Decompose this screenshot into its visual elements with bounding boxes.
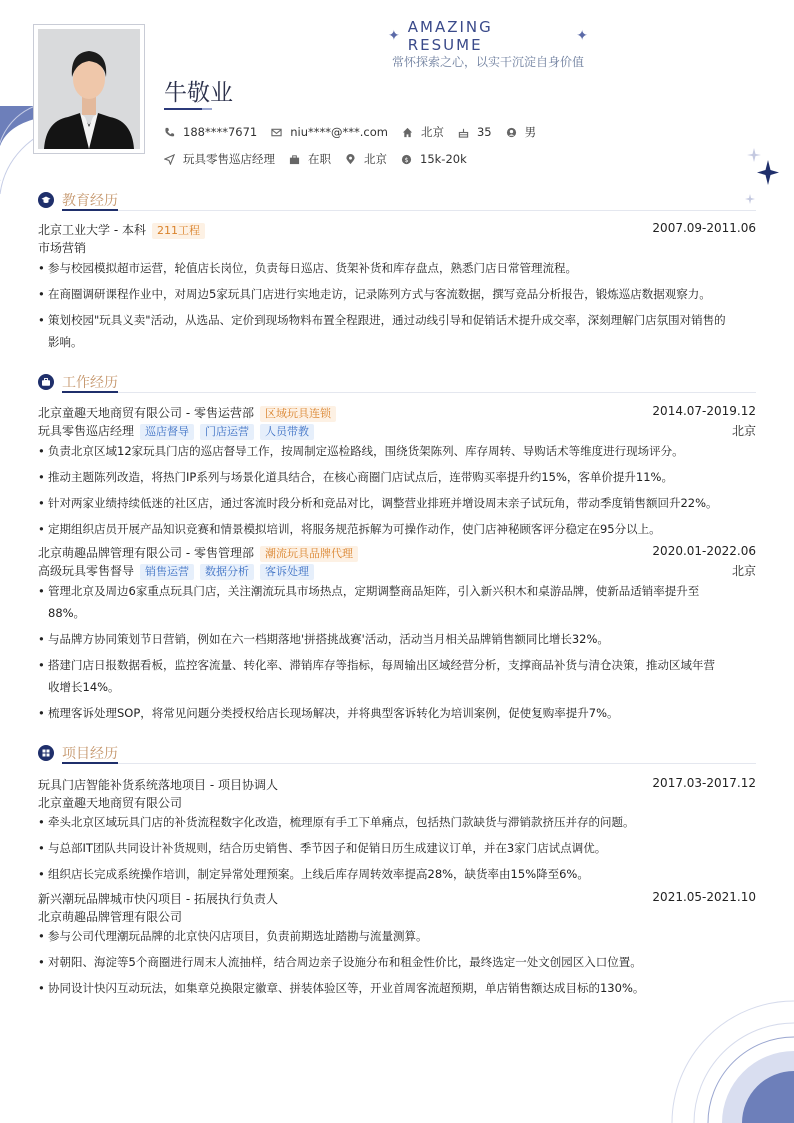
project-org: 北京童趣天地商贸有限公司 bbox=[38, 796, 183, 810]
work-company-tag: 区域玩具连锁 bbox=[260, 406, 336, 422]
work-city: 北京 bbox=[731, 424, 756, 438]
project-date: 2017.03-2017.12 bbox=[652, 776, 756, 790]
gender-value: 男 bbox=[524, 125, 537, 139]
work-role-line bbox=[38, 562, 756, 580]
work-date: 2014.07-2019.12 bbox=[652, 404, 756, 418]
grid-icon bbox=[38, 745, 54, 761]
skill-tag: 人员带教 bbox=[260, 424, 314, 440]
work-city: 北京 bbox=[731, 564, 756, 578]
projects-section-header bbox=[38, 741, 756, 765]
work-bullet: • 负责北京区域12家玩具门店的巡店督导工作，按周制定巡检路线，围绕货架陈列、库存周转、导购话术等维度进行现场评分。 bbox=[38, 440, 756, 462]
brand-title: AMAZING RESUME bbox=[407, 18, 493, 54]
education-bullet: • 策划校园"玩具义卖"活动，从选品、定价到现场物料布置全程跟进，通过动线引导和促销话术提升成交率，深刻理解门店氛围对销售的 bbox=[38, 309, 756, 331]
resume-motto: 常怀探索之心，以实干沉淀自身价值 bbox=[391, 55, 584, 69]
phone-item bbox=[164, 125, 257, 139]
city-item bbox=[402, 124, 444, 140]
section-rule bbox=[62, 210, 756, 211]
phone-value: 188****7671 bbox=[183, 125, 258, 139]
job-intent-row bbox=[164, 151, 481, 167]
salary-value: 15k-20k bbox=[420, 152, 467, 166]
email-value: niu****@***.com bbox=[290, 125, 388, 139]
skill-tag: 销售运营 bbox=[140, 564, 194, 580]
education-section-title: 教育经历 bbox=[62, 193, 118, 209]
target-role-item bbox=[164, 151, 275, 167]
education-section-header bbox=[38, 188, 756, 212]
project-org: 北京萌趣品牌管理有限公司 bbox=[38, 910, 183, 924]
svg-text:$: $ bbox=[404, 155, 409, 164]
project-title-line bbox=[38, 890, 756, 907]
work-section-title: 工作经历 bbox=[62, 375, 118, 391]
work-bullet: • 定期组织店员开展产品知识竞赛和情景模拟培训，将服务规范拆解为可操作动作，使门店神秘顾客评分稳定在95分以上。 bbox=[38, 518, 756, 540]
contact-info-row bbox=[164, 124, 550, 140]
work-bullet: • 梳理客诉处理SOP，将常见问题分类授权给店长现场解决，并将典型客诉转化为培训案例，促使复购率提升7%。 bbox=[38, 702, 756, 724]
target-city-item bbox=[345, 151, 387, 167]
section-rule-accent bbox=[62, 209, 118, 211]
briefcase-icon bbox=[38, 374, 54, 390]
project-title-line bbox=[38, 776, 756, 793]
work-bullet: • 与品牌方协同策划节日营销，例如在六一档期落地'拼搭挑战赛'活动，活动当月相关品牌销售额同比增长32%。 bbox=[38, 628, 756, 650]
section-rule bbox=[62, 392, 756, 393]
project-title: 新兴潮玩品牌城市快闪项目 - 拓展执行负责人 bbox=[38, 892, 278, 906]
salary-item bbox=[401, 152, 467, 166]
brand-star-icon: ✦ bbox=[576, 28, 588, 44]
status-item bbox=[289, 151, 331, 167]
work-company: 北京萌趣品牌管理有限公司 - 零售管理部 bbox=[38, 546, 254, 560]
work-bullet-continuation: 88%。 bbox=[48, 606, 86, 620]
email-item bbox=[271, 125, 388, 139]
work-bullet: • 针对两家业绩持续低迷的社区店，通过客流时段分析和竞品对比，调整营业排班并增设周末亲子试玩角，带动季度销售额回升22%。 bbox=[38, 492, 756, 514]
age-item bbox=[458, 125, 492, 139]
work-role-line bbox=[38, 422, 756, 440]
project-bullet: • 参与公司代理潮玩品牌的北京快闪店项目，负责前期选址踏勘与流量测算。 bbox=[38, 925, 756, 947]
work-bullet: • 搭建门店日报数据看板，监控客流量、转化率、滞销库存等指标，每周输出区域经营分析，支撑商品补货与清仓决策，推动区域年营 bbox=[38, 654, 756, 676]
project-bullet: • 组织店长完成系统操作培训，制定异常处理预案。上线后库存周转效率提高28%，缺货率由15%降至6%。 bbox=[38, 863, 756, 885]
work-bullet-continuation: 收增长14%。 bbox=[48, 680, 120, 694]
decorative-arcs-bottom-right bbox=[654, 993, 794, 1123]
work-date: 2020.01-2022.06 bbox=[652, 544, 756, 558]
education-bullet-continuation: 影响。 bbox=[48, 335, 83, 349]
name-underline bbox=[164, 108, 202, 110]
work-company: 北京童趣天地商贸有限公司 - 零售运营部 bbox=[38, 406, 254, 420]
profile-photo bbox=[38, 29, 140, 149]
age-value: 35 bbox=[476, 125, 492, 139]
school-tag: 211工程 bbox=[152, 223, 205, 239]
name-underline-accent bbox=[202, 108, 212, 110]
send-icon bbox=[164, 154, 175, 165]
work-section-header bbox=[38, 370, 756, 394]
phone-icon bbox=[164, 127, 175, 138]
work-company-line bbox=[38, 404, 756, 422]
location-pin-icon bbox=[345, 154, 356, 165]
resume-brand bbox=[388, 18, 588, 54]
school-name: 北京工业大学 - 本科 bbox=[38, 223, 146, 237]
education-school-line bbox=[38, 221, 756, 239]
user-icon bbox=[506, 127, 517, 138]
gender-item bbox=[506, 124, 537, 140]
skill-tag: 巡店督导 bbox=[140, 424, 194, 440]
target-role-value: 玩具零售巡店经理 bbox=[183, 152, 275, 166]
project-bullet: • 协同设计快闪互动玩法，如集章兑换限定徽章、拼装体验区等，开业首周客流超预期，单店销售额达成目标的130%。 bbox=[38, 977, 756, 999]
skill-tag: 客诉处理 bbox=[260, 564, 314, 580]
section-rule-accent bbox=[62, 762, 118, 764]
work-bullet: • 管理北京及周边6家重点玩具门店，关注潮流玩具市场热点，定期调整商品矩阵，引入新兴积木和桌游品牌，使新品适销率提升至 bbox=[38, 580, 756, 602]
target-city-value: 北京 bbox=[364, 152, 387, 166]
briefcase-icon bbox=[289, 154, 300, 165]
money-icon bbox=[401, 154, 412, 165]
skill-tag: 数据分析 bbox=[200, 564, 254, 580]
work-company-line bbox=[38, 544, 756, 562]
education-bullet: • 参与校园模拟超市运营，轮值店长岗位，负责每日巡店、货架补货和库存盘点，熟悉门店日常管理流程。 bbox=[38, 257, 756, 279]
section-rule-accent bbox=[62, 391, 118, 393]
mail-icon bbox=[271, 127, 282, 138]
projects-section-title: 项目经历 bbox=[62, 746, 118, 762]
profile-photo-frame bbox=[33, 24, 145, 154]
city-value: 北京 bbox=[420, 125, 444, 139]
work-company-tag: 潮流玩具品牌代理 bbox=[260, 546, 358, 562]
education-date: 2007.09-2011.06 bbox=[652, 221, 756, 235]
project-date: 2021.05-2021.10 bbox=[652, 890, 756, 904]
status-value: 在职 bbox=[308, 152, 331, 166]
project-bullet: • 与总部IT团队共同设计补货规则，结合历史销售、季节因子和促销日历生成建议订单，并在3家门店试点调优。 bbox=[38, 837, 756, 859]
skill-tag: 门店运营 bbox=[200, 424, 254, 440]
project-bullet: • 对朝阳、海淀等5个商圈进行周末人流抽样，结合周边亲子设施分布和租金性价比，最终选定一处文创园区入口位置。 bbox=[38, 951, 756, 973]
education-major: 市场营销 bbox=[38, 241, 87, 255]
person-portrait-icon bbox=[38, 29, 140, 149]
candidate-name: 牛敬业 bbox=[164, 80, 233, 106]
project-title: 玩具门店智能补货系统落地项目 - 项目协调人 bbox=[38, 778, 278, 792]
project-bullet: • 牵头北京区域玩具门店的补货流程数字化改造，梳理原有手工下单痛点，包括热门款缺货与滞销款挤压并存的问题。 bbox=[38, 811, 756, 833]
cake-icon bbox=[458, 127, 469, 138]
education-bullet: • 在商圈调研课程作业中，对周边5家玩具门店进行实地走访，记录陈列方式与客流数据，撰写竞品分析报告，锻炼巡店数据观察力。 bbox=[38, 283, 756, 305]
home-icon bbox=[402, 127, 413, 138]
work-role: 高级玩具零售督导 bbox=[38, 564, 135, 578]
work-bullet: • 推动主题陈列改造，将热门IP系列与场景化道具结合，在核心商圈门店试点后，连带购买率提升约15%，客单价提升11%。 bbox=[38, 466, 756, 488]
work-role: 玩具零售巡店经理 bbox=[38, 424, 135, 438]
graduation-cap-icon bbox=[38, 192, 54, 208]
brand-star-icon: ✦ bbox=[388, 28, 400, 44]
section-rule bbox=[62, 763, 756, 764]
